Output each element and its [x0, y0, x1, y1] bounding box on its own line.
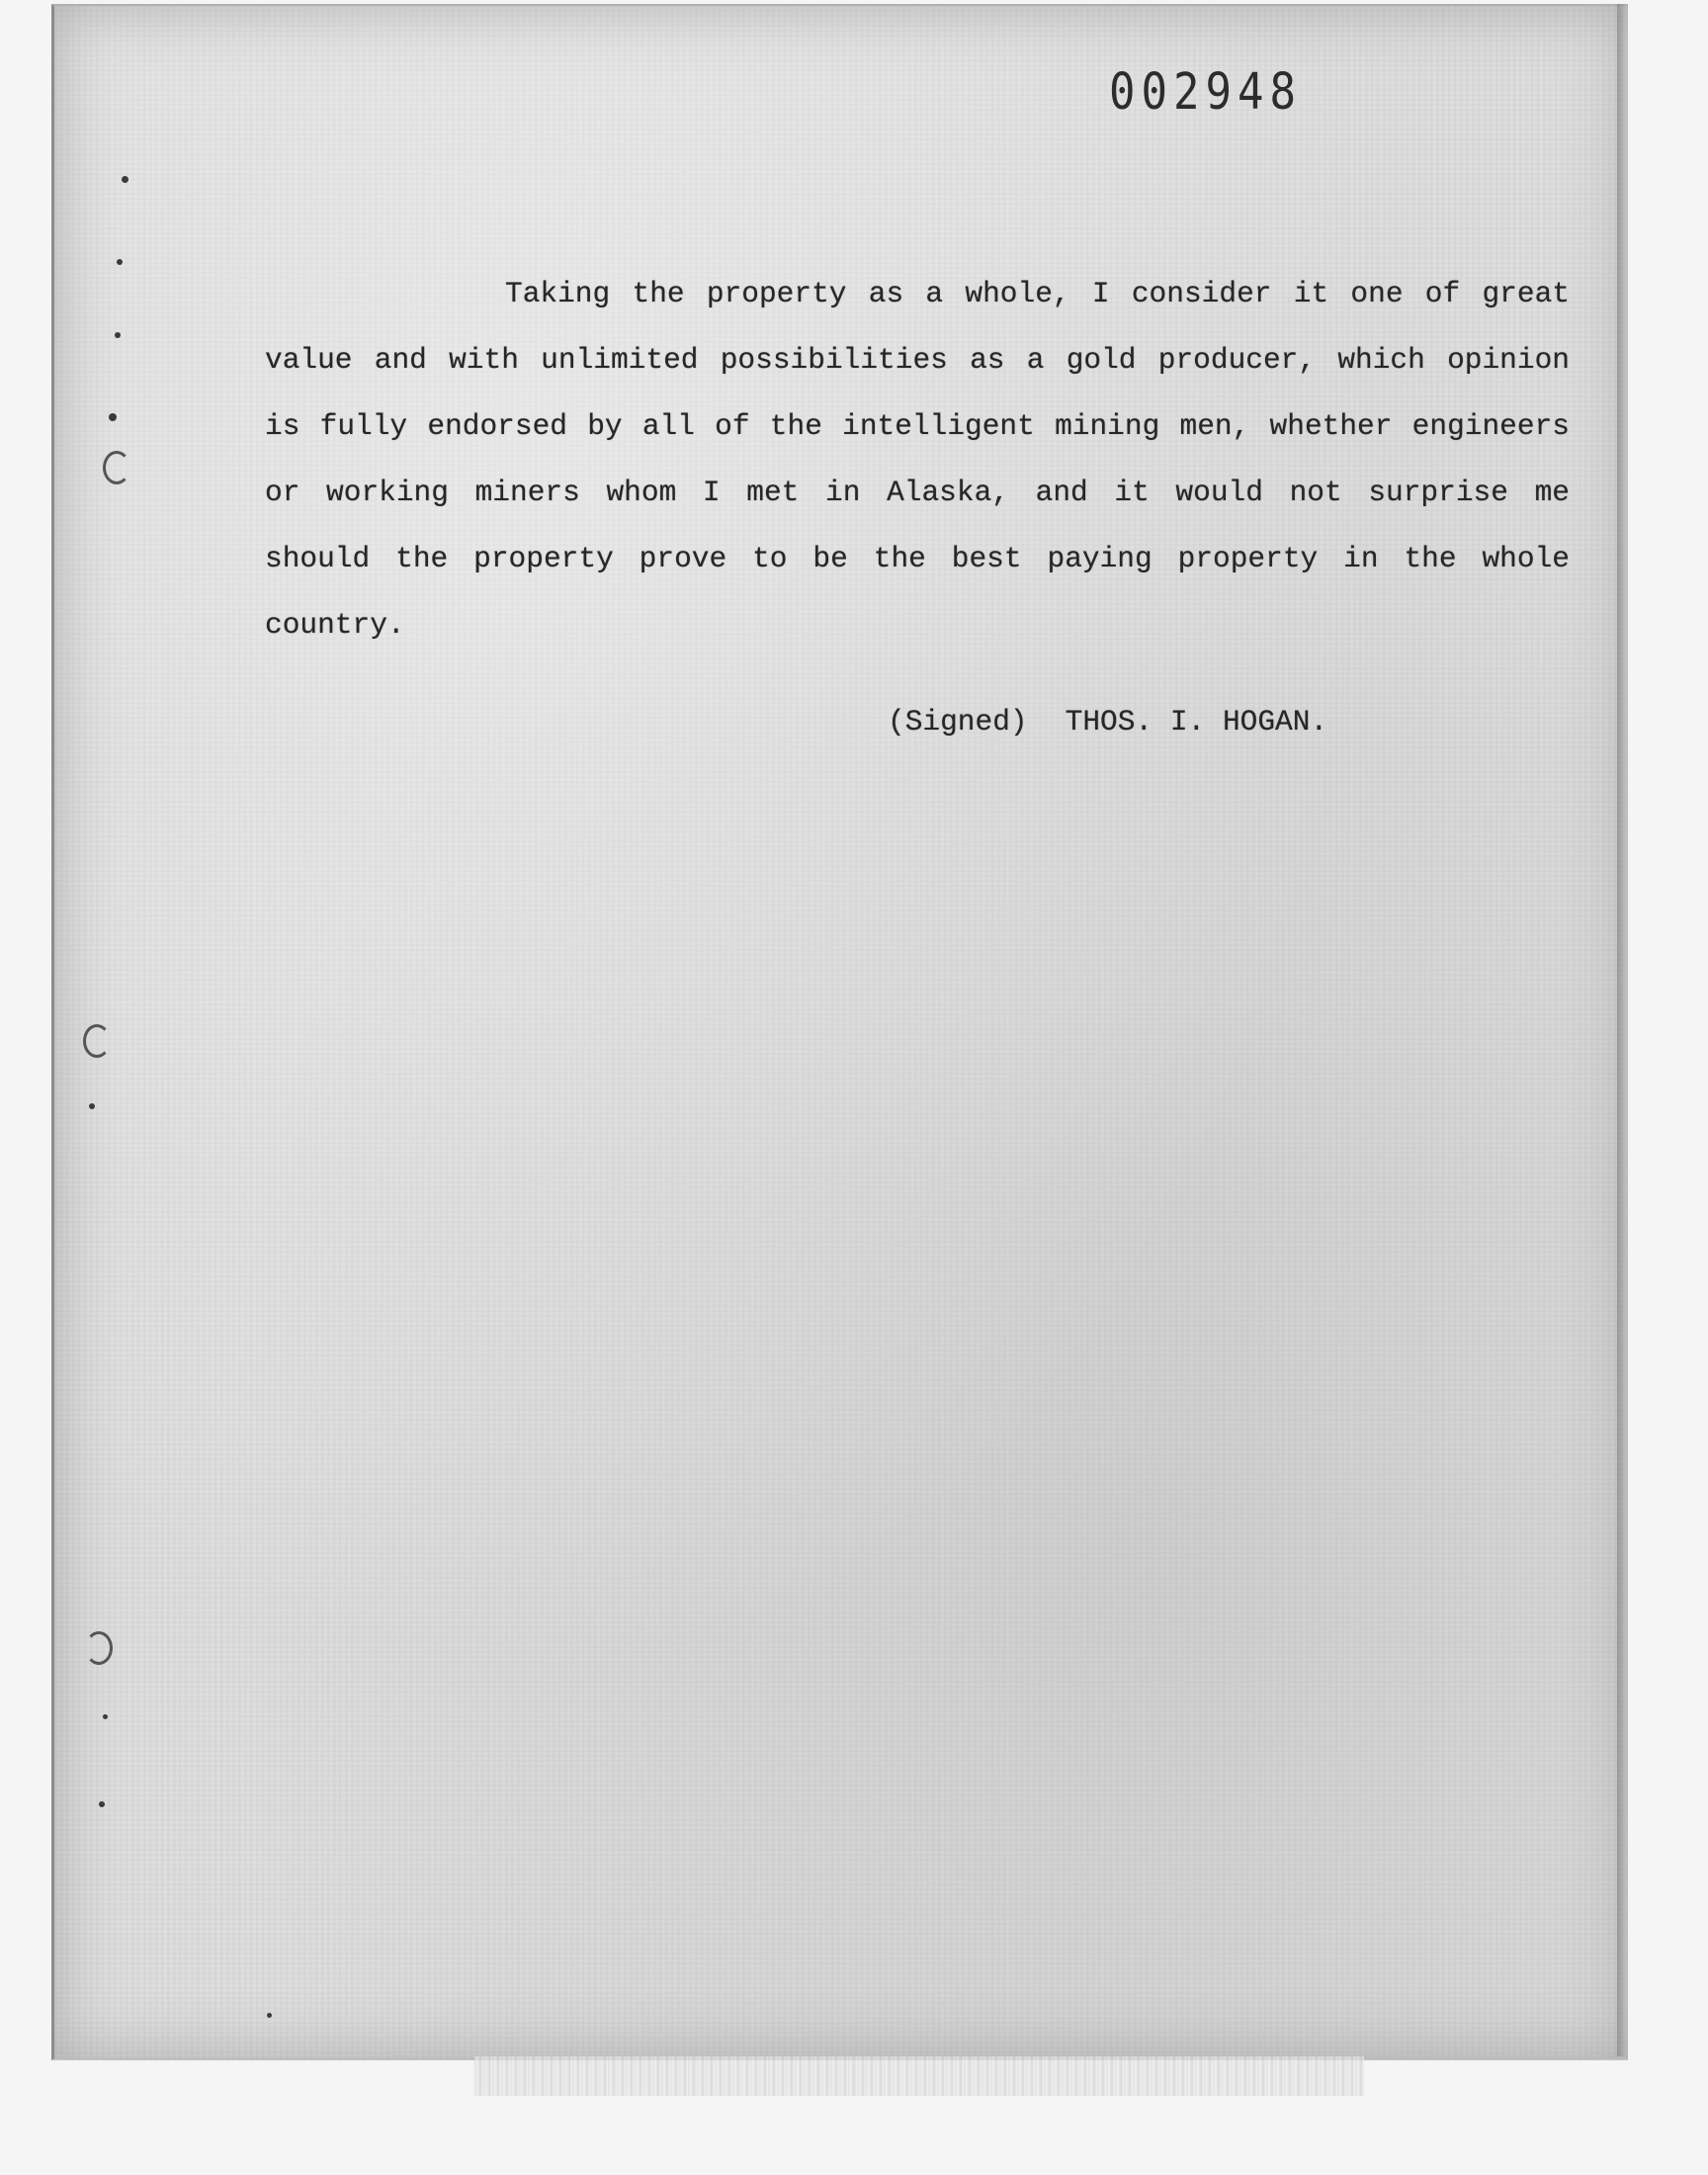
- binding-hole-arc: [83, 1024, 111, 1058]
- scan-artifact-streak: [474, 2056, 1364, 2096]
- binding-hole-arc: [85, 1631, 113, 1665]
- document-number: 002948: [1109, 63, 1302, 122]
- signature-name: THOS. I. HOGAN.: [1065, 705, 1328, 739]
- punch-mark: [122, 176, 128, 183]
- body-paragraph: Taking the property as a whole, I consider it one of great value and with unlimited possibilities as a gold producer, which opinion is fully endorsed by all of the intelligent mining men, whether engineers or working miners whom I met in Alaska, and it would not surprise me should the property prove to be the best paying property in the whole country.: [265, 277, 1570, 642]
- signature-prefix: (Signed): [888, 705, 1028, 739]
- binding-hole-arc: [103, 451, 130, 484]
- punch-mark: [109, 413, 117, 421]
- punch-mark: [115, 332, 121, 338]
- signature-line: [888, 702, 1327, 741]
- punch-mark: [267, 2013, 272, 2018]
- punch-mark: [103, 1714, 108, 1719]
- page-edge-shadow: [1617, 4, 1627, 2056]
- punch-mark: [89, 1103, 95, 1109]
- punch-mark: [117, 259, 123, 265]
- punch-mark: [99, 1801, 105, 1807]
